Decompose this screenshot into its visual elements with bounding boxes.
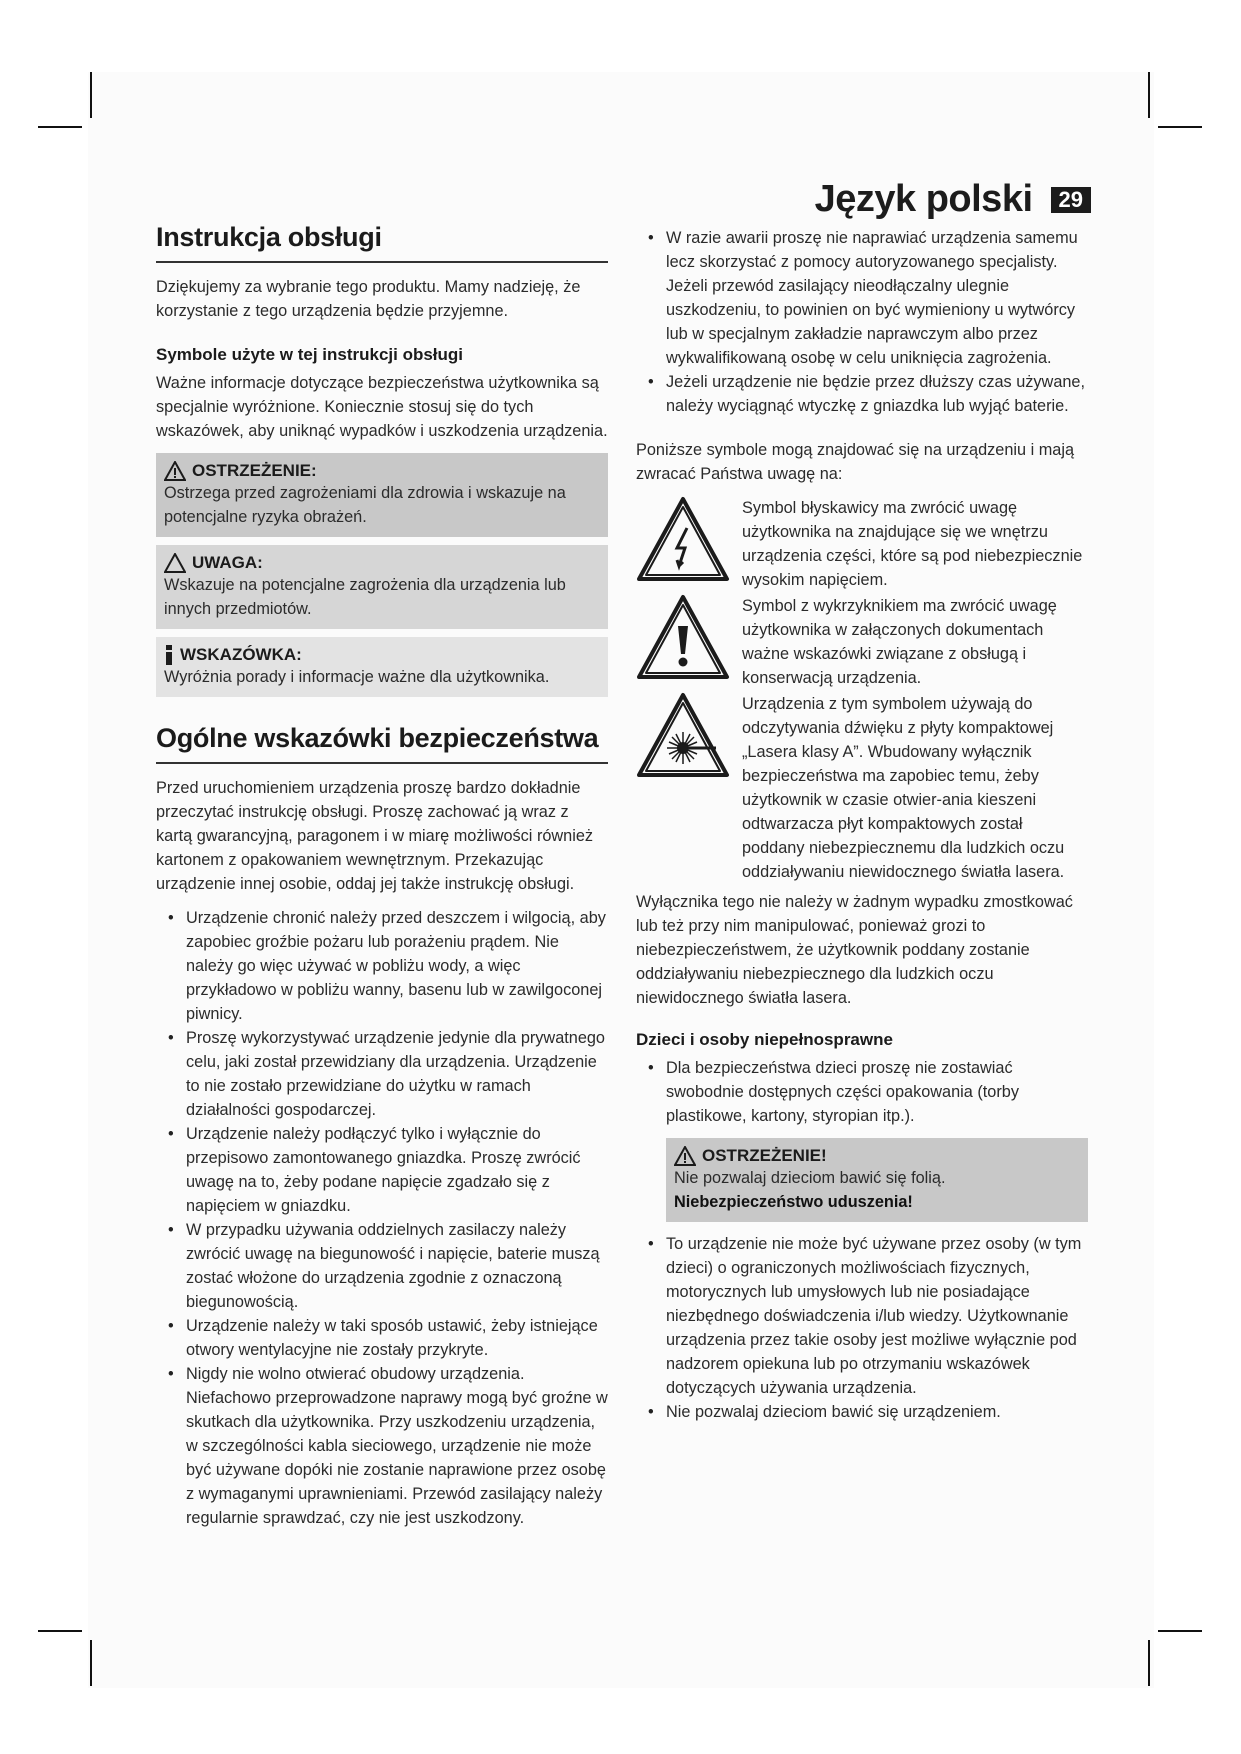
warning-title: OSTRZEŻENIE: — [192, 461, 317, 480]
crop-mark — [1148, 72, 1150, 118]
note-box — [156, 637, 608, 697]
right-column — [636, 226, 1088, 1434]
child-warning-box — [666, 1138, 1088, 1222]
exclamation-symbol-text: Symbol z wykrzyknikiem ma zwrócić uwagę użytkownika w załączonych dokumentach ważne wskazówki związane z obsługą i konserwacją urządzenia. — [742, 597, 1057, 687]
warning-triangle-icon — [674, 1146, 696, 1166]
intro-paragraph: Dziękujemy za wybranie tego produktu. Mamy nadzieję, że korzystanie z tego urządzenia będzie przyjemne. — [156, 278, 581, 320]
lightning-symbol-text: Symbol błyskawicy ma zwrócić uwagę użytkownika na znajdujące się we wnętrzu urządzenia części, które są pod niebezpiecznie wysokim napięciem. — [742, 499, 1083, 589]
list-item: • To urządzenie nie może być używane przez osoby (w tym dzieci) o ograniczonych możliwościach fizycznych, motorycznych lub umysłowych lub nie posiadające niezbędnego doświadczenia i/lub wiedzy. Użytkownanie urządzenia przez takie osoby jest możliwe wyłącznie pod nadzorem opiekuna lub po otrzymaniu wskazówek dotyczących używania urządzenia. — [636, 1232, 1088, 1400]
crop-mark — [38, 126, 82, 128]
warning-box — [156, 453, 608, 537]
caution-triangle-icon — [164, 553, 186, 573]
symbols-heading: Symbole użyte w tej instrukcji obsługi — [156, 345, 464, 364]
page-header — [815, 178, 1091, 221]
laser-symbol-text: Urządzenia z tym symbolem używają do odczytywania dźwięku z płyty kompaktowej „Lasera klasy A”. Wbudowany wyłącznik bezpieczeństwa ma zapobiec temu, żeby użytkownik w czasie otwier-ania kieszeni odtwarzacza płyt kompaktowych został poddany niebezpiecznemu dla ludzkich oczu oddziaływaniu niewidocznego światła lasera. — [742, 695, 1065, 881]
left-column — [156, 222, 608, 1540]
list-item: • Urządzenie chronić należy przed deszczem i wilgocią, aby zapobiec groźbie pożaru lub porażeniu prądem. Nie należy go więc używać w pobliżu wody, a więc przykładowo w pobliżu wanny, basenu lub w zawilgoconej piwnicy. — [156, 906, 608, 1026]
child-warning-bold: Niebezpieczeństwo uduszenia! — [674, 1193, 913, 1211]
list-item: • Proszę wykorzystywać urządzenie jedynie dla prywatnego celu, jaki został przewidziany dla urządzenia. Urządzenie to nie zostało przewidziane do użytku w ramach działalności gospodarczej. — [156, 1026, 608, 1122]
safety-list — [156, 906, 608, 1530]
section-title-manual: Instrukcja obsługi — [156, 222, 608, 263]
crop-mark — [1148, 1640, 1150, 1686]
crop-mark — [38, 1630, 82, 1632]
crop-mark — [90, 72, 92, 118]
exclamation-warning-icon — [636, 594, 730, 680]
section-title-safety: Ogólne wskazówki bezpieczeństwa — [156, 723, 608, 764]
list-item: • Nie pozwalaj dzieciom bawić się urządzeniem. — [636, 1400, 1088, 1424]
laser-symbol-row — [636, 692, 1088, 884]
children-heading: Dzieci i osoby niepełnosprawne — [636, 1030, 893, 1049]
safety-list-continued — [636, 226, 1088, 418]
crop-mark — [90, 1640, 92, 1686]
children-list — [636, 1056, 1088, 1128]
laser-warning-icon — [636, 692, 730, 778]
device-symbols-intro: Poniższe symbole mogą znajdować się na urządzeniu i mają zwracać Państwa uwagę na: — [636, 441, 1075, 483]
symbols-paragraph: Ważne informacje dotyczące bezpieczeństwa użytkownika są specjalnie wyróżnione. Koniecznie stosuj się do tych wskazówek, aby uniknąć wypadków i uszkodzenia urządzenia. — [156, 374, 608, 440]
language-title: Język polski — [814, 178, 1033, 220]
safety-intro-paragraph: Przed uruchomieniem urządzenia proszę bardzo dokładnie przeczytać instrukcję obsługi. Proszę zachować ją wraz z kartą gwarancyjną, paragonem i w miarę możliwości również kartonem z opakowaniem wewnętrznym. Przekazując urządzenie innej osobie, oddaj jej także instrukcję obsługi. — [156, 779, 594, 893]
lightning-symbol-row — [636, 496, 1088, 592]
caution-box — [156, 545, 608, 629]
list-item: • W razie awarii proszę nie naprawiać urządzenia samemu lecz skorzystać z pomocy autoryzowanego specjalisty. Jeżeli przewód zasilający nieodłączalny ulegnie uszkodzeniu, to powinien on być wymieniony u wytwórcy lub w specjalnym zakładzie naprawczym albo przez wykwalifikowaną osobę w celu uniknięcia zagrożenia. — [636, 226, 1088, 370]
note-text: Wyróżnia porady i informacje ważne dla użytkownika. — [164, 668, 550, 686]
crop-mark — [1158, 1630, 1202, 1632]
list-item: • Urządzenie należy podłączyć tylko i wyłącznie do przepisowo zamontowanego gniazdka. Proszę zwrócić uwagę na to, żeby podane napięcie zgadzało się z napięciem w gniazdku. — [156, 1122, 608, 1218]
child-warning-text: Nie pozwalaj dzieciom bawić się folią. — [674, 1169, 946, 1187]
list-item: • W przypadku używania oddzielnych zasilaczy należy zwrócić uwagę na biegunowość i napięcie, baterie muszą zostać włożone do urządzenia zgodnie z oznaczoną biegunowością. — [156, 1218, 608, 1314]
warning-text: Ostrzega przed zagrożeniami dla zdrowia i wskazuje na potencjalne ryzyka obrażeń. — [164, 484, 566, 526]
exclamation-symbol-row — [636, 594, 1088, 690]
list-item: • Jeżeli urządzenie nie będzie przez dłuższy czas używane, należy wyciągnąć wtyczkę z gniazdka lub wyjąć baterie. — [636, 370, 1088, 418]
children-list-continued — [636, 1232, 1088, 1424]
note-title: WSKAZÓWKA: — [180, 645, 302, 664]
caution-text: Wskazuje na potencjalne zagrożenia dla urządzenia lub innych przedmiotów. — [164, 576, 566, 618]
list-item: • Dla bezpieczeństwa dzieci proszę nie zostawiać swobodnie dostępnych części opakowania (torby plastikowe, kartony, styropian itp.). — [636, 1056, 1088, 1128]
list-item: • Nigdy nie wolno otwierać obudowy urządzenia. Niefachowo przeprowadzone naprawy mogą być groźne w skutkach dla użytkownika. Przy uszkodzeniu urządzenia, w szczególności kabla sieciowego, urządzenie nie może być używane dopóki nie zostanie naprawione przez osobę z wymaganymi uprawnieniami. Przewód zasilający należy regularnie sprawdzać, czy nie jest uszkodzony. — [156, 1362, 608, 1530]
info-icon — [164, 645, 174, 665]
crop-mark — [1158, 126, 1202, 128]
page-number: 29 — [1051, 187, 1091, 213]
caution-title: UWAGA: — [192, 553, 263, 572]
list-item: • Urządzenie należy w taki sposób ustawić, żeby istniejące otwory wentylacyjne nie zostały przykryte. — [156, 1314, 608, 1362]
lightning-warning-icon — [636, 496, 730, 582]
warning-triangle-icon — [164, 461, 186, 481]
child-warning-title: OSTRZEŻENIE! — [702, 1146, 827, 1165]
laser-paragraph: Wyłącznika tego nie należy w żadnym wypadku zmostkować lub też przy nim manipulować, ponieważ grozi to niebezpieczeństwem, że użytkownik poddany zostanie oddziaływaniu niebezpiecznego dla ludzkich oczu niewidocznego światła lasera. — [636, 893, 1073, 1007]
